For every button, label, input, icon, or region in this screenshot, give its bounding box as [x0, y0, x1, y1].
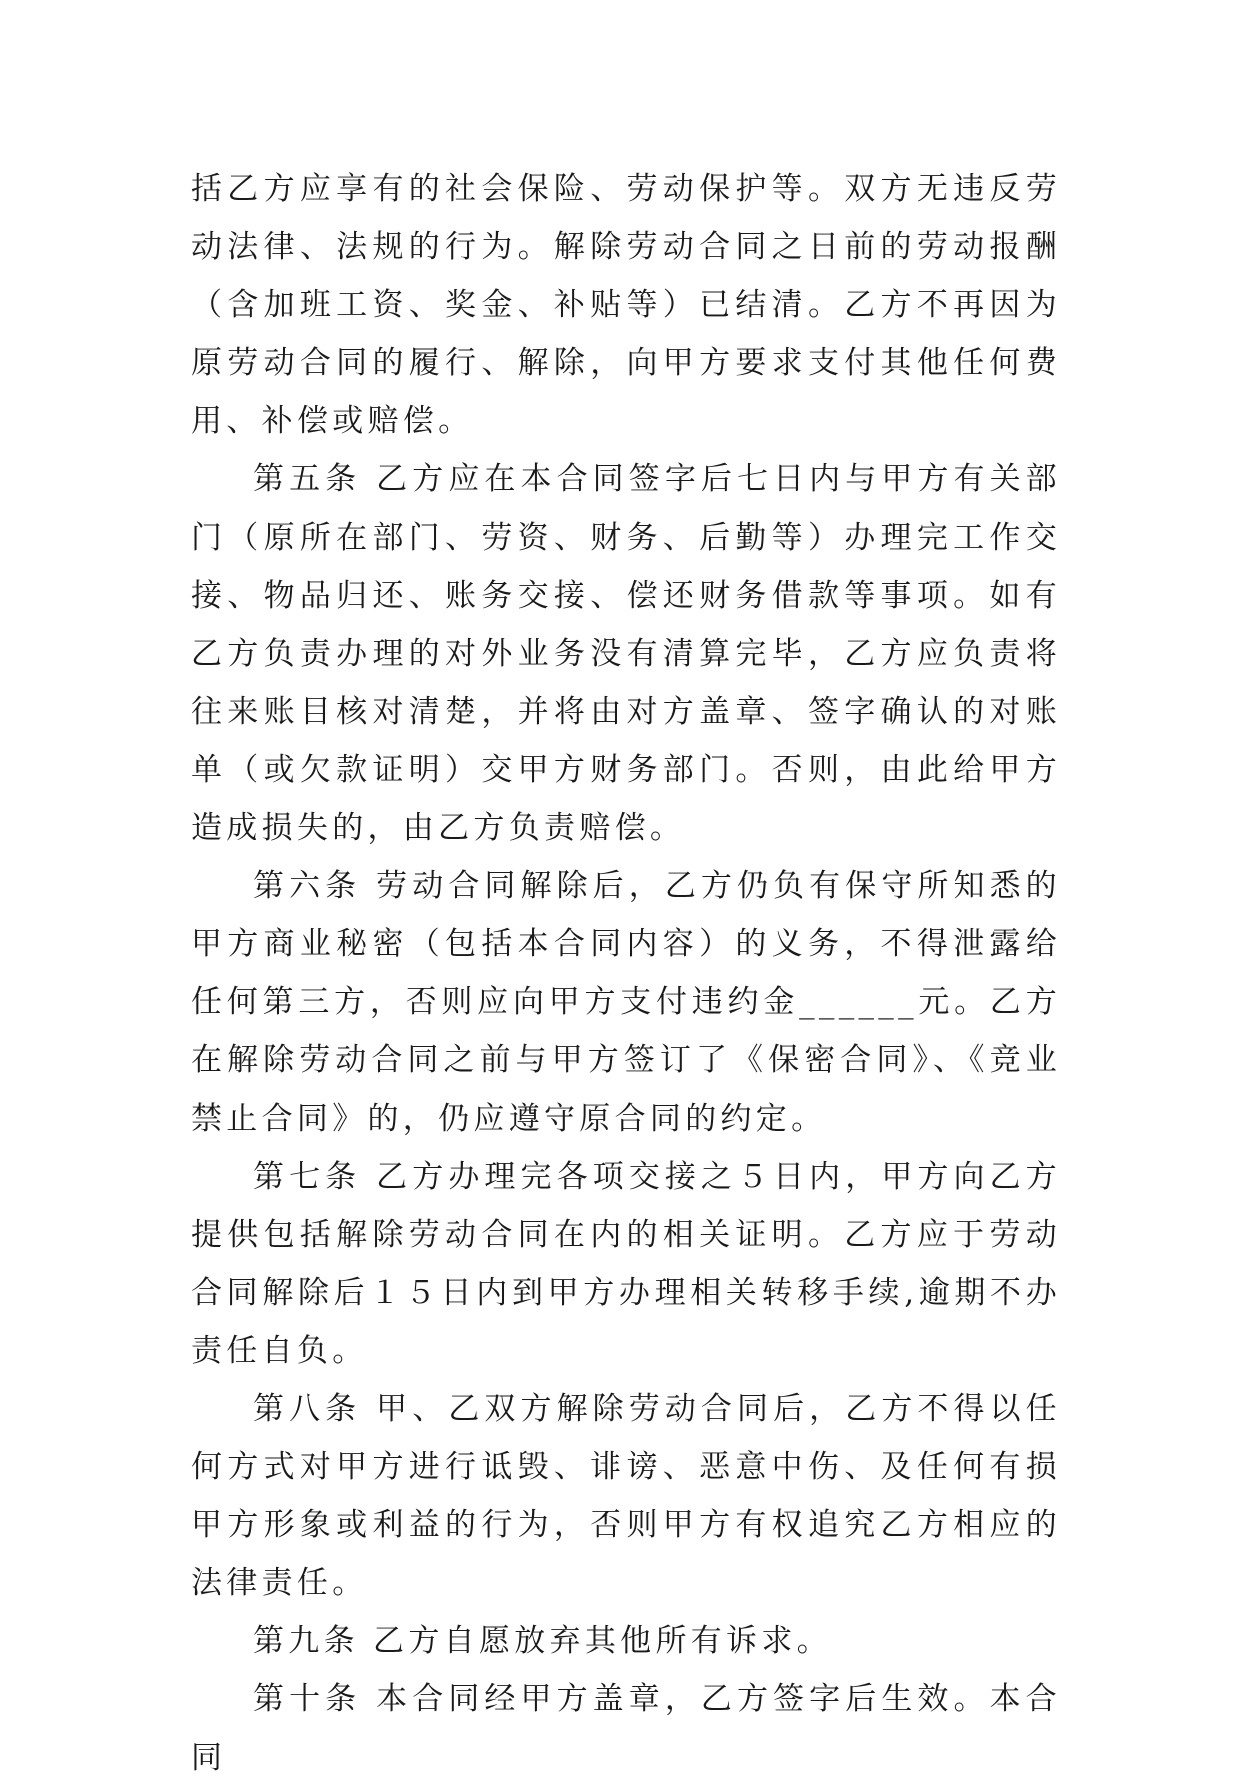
paragraph-article-5: 第五条 乙方应在本合同签字后七日内与甲方有关部门（原所在部门、劳资、财务、后勤等）办理完工作交接、物品归还、账务交接、偿还财务借款等事项。如有乙方负责办理的对外业务没有清算完毕，乙方应负责将往来账目核对清楚，并将由对方盖章、签字确认的对账单（或欠款证明）交甲方财务部门。否则，由此给甲方造成损失的，由乙方负责赔偿。	[191, 461, 1061, 847]
paragraph-article-7: 第七条 乙方办理完各项交接之５日内，甲方向乙方提供包括解除劳动合同在内的相关证明。乙方应于劳动合同解除后１５日内到甲方办理相关转移手续,逾期不办责任自负。	[191, 1158, 1061, 1369]
paragraph-article-8: 第八条 甲、乙双方解除劳动合同后，乙方不得以任何方式对甲方进行诋毁、诽谤、恶意中伤、及任何有损甲方形象或利益的行为，否则甲方有权追究乙方相应的法律责任。	[191, 1390, 1061, 1602]
paragraph-continuation: 括乙方应享有的社会保险、劳动保护等。双方无违反劳动法律、法规的行为。解除劳动合同之日前的劳动报酬（含加班工资、奖金、补贴等）已结清。乙方不再因为原劳动合同的履行、解除，向甲方要求支付其他任何费用、补偿或赔偿。	[191, 171, 1061, 440]
paragraph-article-10: 第十条 本合同经甲方盖章，乙方签字后生效。本合同	[191, 1681, 1061, 1776]
paragraph-article-6: 第六条 劳动合同解除后，乙方仍负有保守所知悉的甲方商业秘密（包括本合同内容）的义务，不得泄露给任何第三方，否则应向甲方支付违约金______元。乙方在解除劳动合同之前与甲方签订了《保密合同》、《竞业禁止合同》的，仍应遵守原合同的约定。	[191, 868, 1061, 1137]
paragraph-article-9: 第九条 乙方自愿放弃其他所有诉求。	[253, 1623, 832, 1660]
contract-body	[191, 160, 1061, 1787]
